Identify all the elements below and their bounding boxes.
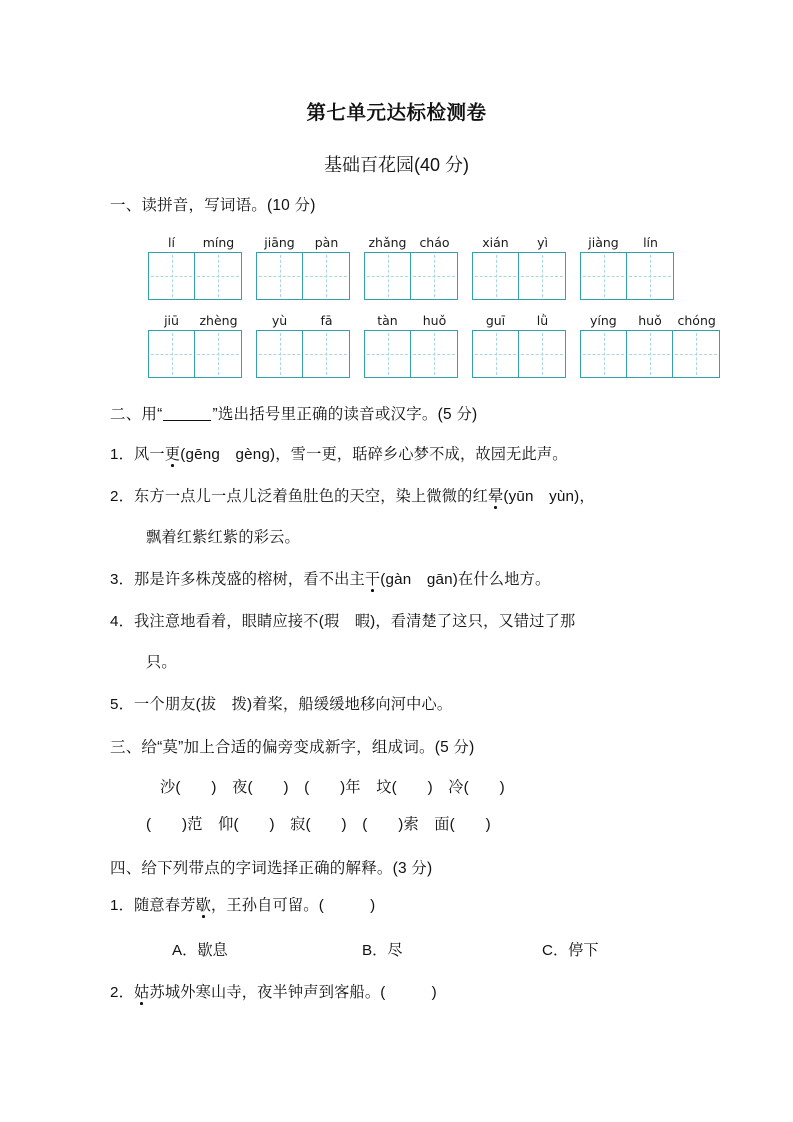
dotted-character: 更 — [165, 443, 180, 464]
pinyin-syllable: lǜ — [536, 313, 549, 328]
option-b[interactable]: B．尽 — [362, 942, 403, 959]
pinyin-row — [472, 308, 566, 328]
item-text-pre: ．一个朋友(拔 拨)着桨，船缓缓地移向河中心。 — [118, 696, 453, 713]
tianzige-cell[interactable] — [581, 253, 627, 299]
pinyin-syllable: guī — [485, 313, 506, 328]
pinyin-grid-group-1-3 — [364, 230, 458, 300]
item-number: 1 — [110, 897, 119, 914]
tianzige-cell[interactable] — [149, 253, 195, 299]
question-2-item-3 — [110, 568, 550, 589]
pinyin-syllable: xián — [482, 235, 509, 250]
pinyin-syllable: yì — [537, 235, 548, 250]
question-2-item-2-cont: 飘着红紫红紫的彩云。 — [146, 529, 300, 546]
question-2-heading-post: ”选出括号里正确的读音或汉字。(5 分) — [212, 406, 478, 423]
tianzige-cell[interactable] — [411, 253, 457, 299]
tianzige-cell[interactable] — [519, 253, 565, 299]
tianzige-cell[interactable] — [519, 331, 565, 377]
pinyin-row — [148, 230, 242, 250]
tianzige-cell[interactable] — [195, 253, 241, 299]
tianzige-boxes[interactable] — [580, 252, 674, 300]
pinyin-row — [580, 308, 720, 328]
question-2-item-2 — [110, 485, 595, 506]
pinyin-syllable: pàn — [314, 235, 339, 250]
pinyin-grid-group-2-2 — [256, 308, 350, 378]
tianzige-boxes[interactable] — [364, 330, 458, 378]
tianzige-boxes[interactable] — [364, 252, 458, 300]
tianzige-cell[interactable] — [673, 331, 719, 377]
tianzige-boxes[interactable] — [256, 330, 350, 378]
pinyin-grid-group-1-1 — [148, 230, 242, 300]
pinyin-syllable: jiàng — [588, 235, 619, 250]
item-text-post: ，王孙自可留。( ) — [210, 897, 376, 914]
pinyin-syllable: lín — [643, 235, 658, 250]
pinyin-syllable: tàn — [377, 313, 398, 328]
section-title: 基础百花园(40 分) — [323, 155, 469, 175]
question-3-row-2[interactable]: ( )范 仰( ) 寂( ) ( )索 面( ) — [146, 816, 491, 833]
item-text-pre: ．随意春芳 — [118, 897, 196, 914]
pinyin-grid-group-1-4 — [472, 230, 566, 300]
tianzige-cell[interactable] — [411, 331, 457, 377]
tianzige-cell[interactable] — [149, 331, 195, 377]
tianzige-boxes[interactable] — [472, 330, 566, 378]
item-number: 3 — [110, 571, 119, 588]
pinyin-row — [148, 308, 242, 328]
dotted-character: 晕 — [488, 485, 503, 506]
tianzige-boxes[interactable] — [256, 252, 350, 300]
option-a[interactable]: A．歇息 — [172, 942, 228, 959]
dotted-character: 歇 — [196, 894, 211, 915]
tianzige-cell[interactable] — [581, 331, 627, 377]
tianzige-cell[interactable] — [627, 253, 673, 299]
item-text-pre: ． — [118, 984, 135, 1001]
tianzige-boxes[interactable] — [148, 330, 242, 378]
pinyin-syllable: zhǎng — [368, 235, 407, 250]
tianzige-cell[interactable] — [303, 331, 349, 377]
item-text-pre: ．东方一点儿一点儿泛着鱼肚色的天空，染上微微的红 — [118, 488, 488, 505]
tianzige-cell[interactable] — [365, 253, 411, 299]
tianzige-cell[interactable] — [195, 331, 241, 377]
question-2-item-5 — [110, 693, 452, 714]
pinyin-syllable: huǒ — [422, 313, 447, 328]
tianzige-boxes[interactable] — [472, 252, 566, 300]
tianzige-cell[interactable] — [257, 331, 303, 377]
item-number: 2 — [110, 984, 119, 1001]
question-3-row-1[interactable]: 沙( ) 夜( ) ( )年 坟( ) 冷( ) — [160, 779, 505, 796]
pinyin-grid-group-2-4 — [472, 308, 566, 378]
pinyin-row — [256, 230, 350, 250]
tianzige-cell[interactable] — [627, 331, 673, 377]
item-text-post: (gēng gèng)，雪一更，聒碎乡心梦不成，故园无此声。 — [180, 446, 568, 463]
pinyin-row — [580, 230, 674, 250]
pinyin-syllable: huǒ — [638, 313, 662, 328]
pinyin-row — [256, 308, 350, 328]
item-text-pre: ．风一 — [118, 446, 165, 463]
pinyin-row — [364, 230, 458, 250]
tianzige-boxes[interactable] — [148, 252, 242, 300]
item-number: 4 — [110, 613, 119, 630]
pinyin-syllable: yíng — [589, 313, 617, 328]
item-number: 2 — [110, 488, 119, 505]
pinyin-grid-group-2-1 — [148, 308, 242, 378]
page-title: 第七单元达标检测卷 — [306, 102, 487, 124]
pinyin-row — [472, 230, 566, 250]
tianzige-cell[interactable] — [473, 253, 519, 299]
pinyin-grid-group-1-2 — [256, 230, 350, 300]
tianzige-cell[interactable] — [303, 253, 349, 299]
item-text-pre: ．那是许多株茂盛的榕树，看不出主 — [118, 571, 365, 588]
pinyin-row — [364, 308, 458, 328]
pinyin-grid-group-2-5 — [580, 308, 720, 378]
pinyin-grid-group-1-5 — [580, 230, 674, 300]
tianzige-cell[interactable] — [365, 331, 411, 377]
dotted-character: 姑 — [134, 981, 149, 1002]
question-2-item-4-cont: 只。 — [146, 654, 177, 671]
item-text-post: 苏城外寒山寺，夜半钟声到客船。( ) — [149, 984, 437, 1001]
question-4-item-1-options — [172, 939, 599, 960]
tianzige-cell[interactable] — [473, 331, 519, 377]
pinyin-syllable: fā — [320, 313, 333, 328]
question-4-item-1 — [110, 894, 375, 915]
question-3-heading: 三、给“莫”加上合适的偏旁变成新字，组成词。(5 分) — [110, 739, 475, 756]
dotted-character: 干 — [365, 568, 380, 589]
pinyin-grid-group-2-3 — [364, 308, 458, 378]
option-c[interactable]: C．停下 — [542, 942, 599, 959]
item-text-pre: ．我注意地看着，眼睛应接不(瑕 暇)，看清楚了这只，又错过了那 — [118, 613, 576, 630]
question-4-heading: 四、给下列带点的字词选择正确的解释。(3 分) — [110, 860, 433, 877]
item-text-post: (gàn gān)在什么地方。 — [380, 571, 551, 588]
pinyin-syllable: chóng — [677, 313, 716, 328]
tianzige-boxes[interactable] — [580, 330, 720, 378]
tianzige-cell[interactable] — [257, 253, 303, 299]
pinyin-syllable: jiū — [164, 313, 179, 328]
question-2-heading — [110, 402, 477, 424]
question-1-heading: 一、读拼音，写词语。(10 分) — [110, 197, 316, 214]
pinyin-syllable: lí — [168, 235, 175, 250]
question-2-item-1 — [110, 443, 568, 464]
pinyin-syllable: cháo — [419, 235, 450, 250]
item-text-post: (yūn yùn)， — [503, 488, 595, 505]
question-4-item-2 — [110, 981, 437, 1002]
answer-blank-rule[interactable] — [163, 420, 211, 421]
pinyin-syllable: míng — [202, 235, 235, 250]
pinyin-syllable: jiāng — [264, 235, 295, 250]
item-number: 5 — [110, 696, 119, 713]
item-number: 1 — [110, 446, 119, 463]
question-2-heading-pre: 二、用“ — [110, 406, 163, 423]
pinyin-syllable: yù — [271, 313, 288, 328]
pinyin-syllable: zhèng — [199, 313, 238, 328]
question-2-item-4 — [110, 610, 575, 631]
